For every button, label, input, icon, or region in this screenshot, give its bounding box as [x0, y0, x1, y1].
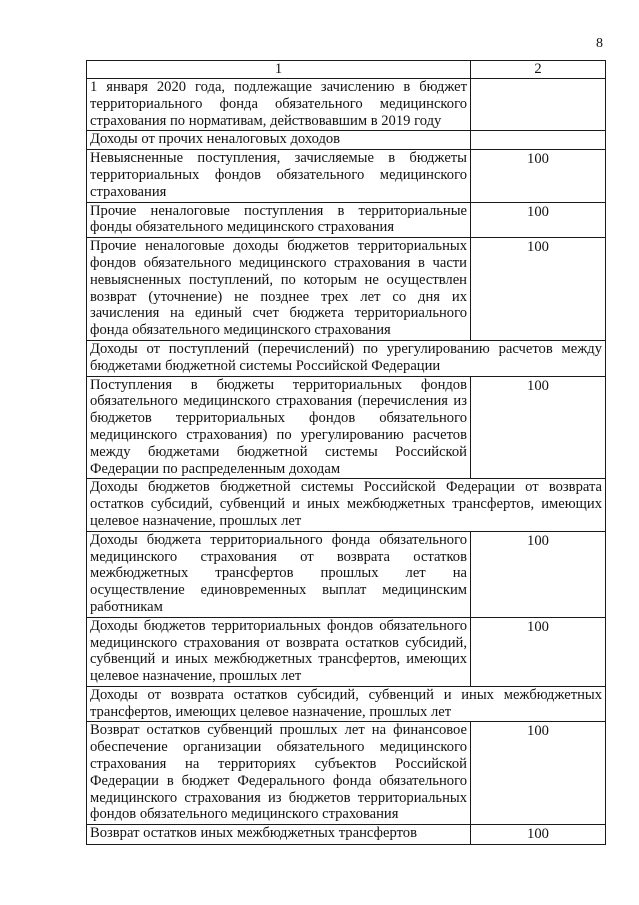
page-number: 8	[596, 36, 603, 51]
table-row	[87, 531, 606, 617]
section-heading: Доходы от возврата остатков субсидий, субвенций и иных межбюджетных трансфертов, имеющих целевое назначение, прошлых лет	[87, 686, 606, 722]
table-row	[87, 617, 606, 686]
table-row	[87, 202, 606, 238]
row-text: Невыясненные поступления, зачисляемые в бюджеты территориальных фондов обязательного медицинского страхования	[87, 150, 471, 202]
table-section-row	[87, 340, 606, 376]
row-text: 1 января 2020 года, подлежащие зачислению в бюджет территориального фонда обязательного медицинского страхования по нормативам, действовавшим в 2019 году	[87, 79, 471, 131]
column-header-1: 1	[87, 61, 471, 79]
table-row	[87, 238, 606, 341]
table-row	[87, 131, 606, 150]
row-text: Возврат остатков субвенций прошлых лет на финансовое обеспечение организации обязательного медицинского страхования на территориях субъектов Российской Федерации в бюджет Федерального фонда обязательного медицинского страхования из бюджетов территориальных фондов обязательного медицинского страхования	[87, 722, 471, 825]
row-text: Возврат остатков иных межбюджетных трансфертов	[87, 825, 471, 845]
row-text: Прочие неналоговые доходы бюджетов территориальных фондов обязательного медицинского страхования в части невыясненных поступлений, по которым не осуществлен возврат (уточнение) не позднее трех лет со дня их зачисления на единый счет бюджета территориального фонда обязательного медицинского страхования	[87, 238, 471, 341]
row-value: 100	[471, 825, 606, 845]
income-distribution-table	[86, 60, 606, 845]
row-value: 100	[471, 617, 606, 686]
row-value	[471, 79, 606, 131]
column-header-2: 2	[471, 61, 606, 79]
row-text: Доходы бюджета территориального фонда обязательного медицинского страхования от возврата остатков межбюджетных трансфертов прошлых лет на осуществление единовременных выплат медицинским работникам	[87, 531, 471, 617]
row-value: 100	[471, 376, 606, 479]
table-section-row	[87, 479, 606, 531]
row-value: 100	[471, 238, 606, 341]
row-text: Поступления в бюджеты территориальных фондов обязательного медицинского страхования (перечисления из бюджетов территориальных фондов обязательного медицинского страхования) по урегулированию расчетов между бюджетами бюджетной системы Российской Федерации по распределенным доходам	[87, 376, 471, 479]
row-text: Доходы бюджетов территориальных фондов обязательного медицинского страхования от возврата остатков субсидий, субвенций и иных межбюджетных трансфертов, имеющих целевое назначение, прошлых лет	[87, 617, 471, 686]
table-section-row	[87, 686, 606, 722]
table-header-row	[87, 61, 606, 79]
row-value: 100	[471, 531, 606, 617]
table-row	[87, 150, 606, 202]
row-value: 100	[471, 202, 606, 238]
table-row	[87, 79, 606, 131]
row-value: 100	[471, 150, 606, 202]
table-row	[87, 376, 606, 479]
row-value	[471, 131, 606, 150]
table-row	[87, 722, 606, 825]
table-row	[87, 825, 606, 845]
section-heading: Доходы от поступлений (перечислений) по урегулированию расчетов между бюджетами бюджетной системы Российской Федерации	[87, 340, 606, 376]
row-text: Прочие неналоговые поступления в территориальные фонды обязательного медицинского страхования	[87, 202, 471, 238]
section-heading: Доходы бюджетов бюджетной системы Российской Федерации от возврата остатков субсидий, субвенций и иных межбюджетных трансфертов, имеющих целевое назначение, прошлых лет	[87, 479, 606, 531]
row-value: 100	[471, 722, 606, 825]
row-text: Доходы от прочих неналоговых доходов	[87, 131, 471, 150]
